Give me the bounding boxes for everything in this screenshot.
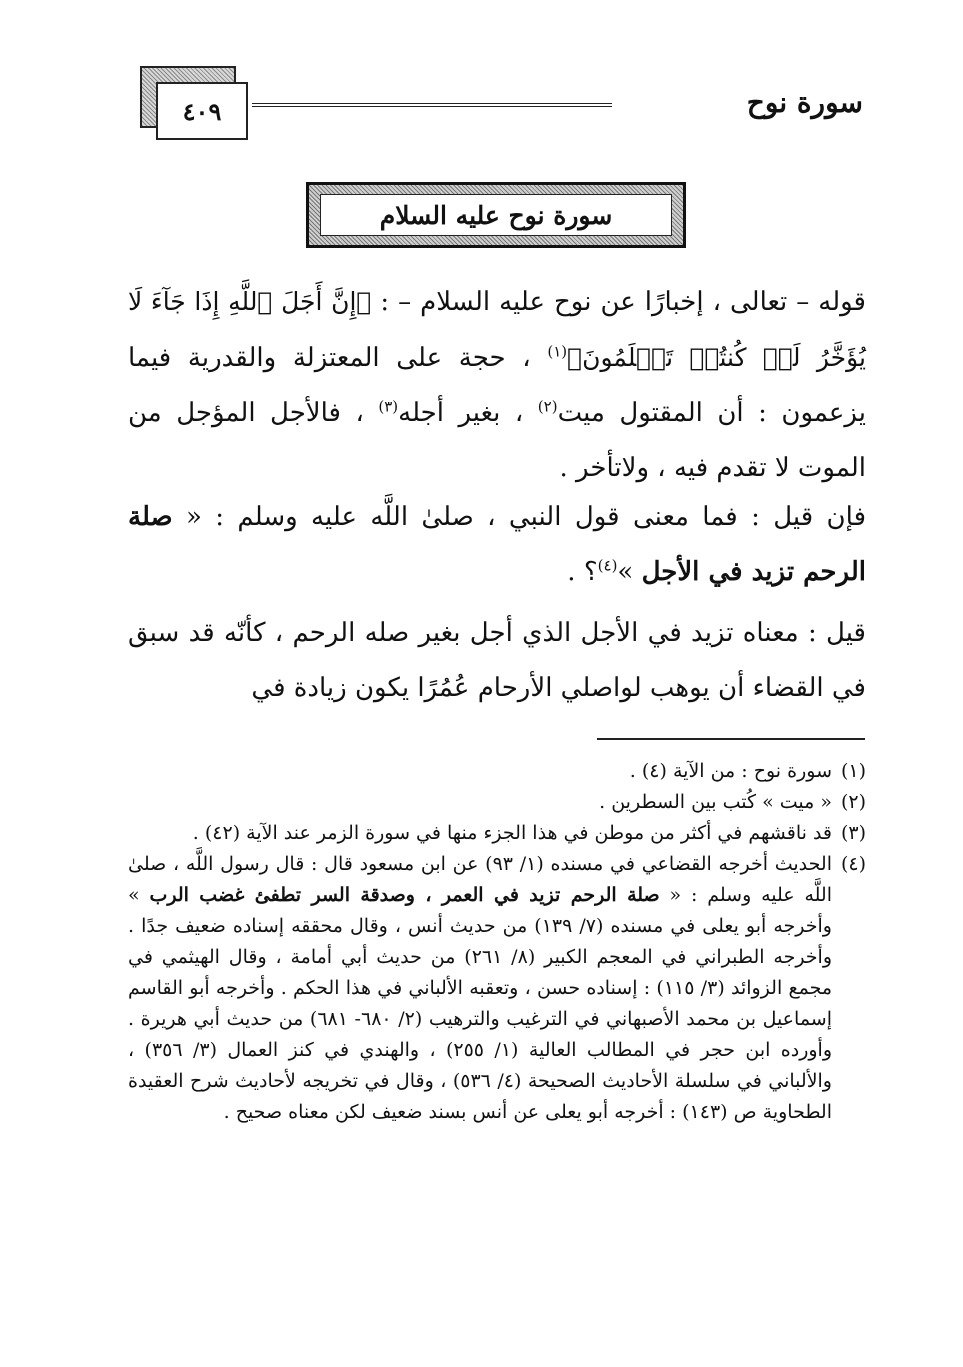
footnote-text: قد ناقشهم في أكثر من موطن في هذا الجزء منها في سورة الزمر عند الآية (٤٢) . [192,822,832,844]
paragraph-1-mid: ، حجة على المعتزلة والقدرية فيما يزعمون : أن المقتول ميت [128,343,867,428]
footnote-text-a: الحديث أخرجه القضاعي في مسنده (١/ ٩٣) عن ابن مسعود قال : قال رسول اللَّه ، صلىٰ اللَّه عليه وسلم : « [128,853,832,906]
footnote-text: سورة نوح : من الآية (٤) . [629,760,832,782]
header-rule [252,103,612,107]
paragraph-2-close: » [617,557,642,587]
footnote-number: (٢) [840,791,866,813]
footnotes [128,756,866,1128]
footnote-item [128,849,866,1128]
page-number-frame [140,66,236,128]
paragraph-1-mid2: ، بغير أجله [398,398,538,428]
paragraph-1-rest: ، فالأجل المؤجل من الموت لا تقدم فيه ، ولاتأخر . [128,398,866,483]
paragraph-1 [128,274,866,496]
footnote-item [128,756,866,787]
paragraph-2 [128,490,866,600]
footnote-number: (٣) [840,822,866,844]
footnote-number: (١) [840,760,866,782]
footnote-ref-3[interactable]: (٣) [378,397,399,416]
paragraph-2-end: ؟ . [567,557,598,587]
page-number: ٤٠٩ [156,82,248,140]
quran-verse: ﴿إِنَّ أَجَلَ ٱللَّهِ إِذَا جَآءَ لَا يُؤَخَّرُ لَوۡ كُنتُمۡ تَعۡلَمُونَ﴾ [128,287,866,372]
footnote-ref-2[interactable]: (٢) [537,397,558,416]
footnote-item [128,818,866,849]
chapter-title-frame [306,182,686,248]
footnote-text: « ميت » كُتب بين السطرين . [599,791,832,813]
footnote-text-b: » وأخرجه أبو يعلى في مسنده (٧/ ١٣٩) من حديث أنس ، وقال محققه إسناده ضعيف جدًا . وأخرجه الطبراني في المعجم الكبير (٨/ ٢٦١) من حديث أبي أمامة ، وقال الهيثمي في مجمع الزوائد (٣/ ١١٥) : إسناده حسن ، وتعقبه الألباني في هذا الحكم . وأخرجه أبو القاسم إسماعيل بن محمد الأصبهاني في الترغيب والترهيب (٢/ ٦٨٠- ٦٨١) من حديث أبي هريرة . وأورده ابن حجر في المطالب العالية (١/ ٢٥٥) ، والهندي في كنز العمال (٣/ ٣٥٦) ، والألباني في سلسلة الأحاديث الصحيحة (٤/ ٥٣٦) ، وقال في تخريجه لأحاديث شرح العقيدة الطحاوية ص (١٤٣) : أخرجه أبو يعلى عن أنس بسند ضعيف لكن معناه صحيح . [128,884,833,1123]
paragraph-3: قيل : معناه تزيد في الأجل الذي أجل بغير صله الرحم ، كأنّه قد سبق في القضاء أن يوهب لواصلي الأرحام عُمُرًا يكون زيادة في [128,618,866,703]
footnote-separator [597,738,865,740]
footnote-ref-4[interactable]: (٤) [597,556,618,575]
running-head: سورة نوح [746,86,863,119]
hadith-text: صلة الرحم تزيد في الأجل [128,502,866,587]
footnote-hadith: صلة الرحم تزيد في العمر ، وصدقة السر تطفئ غضب الرب [149,884,660,906]
paragraph-2-text: فإن قيل : فما معنى قول النبي ، صلىٰ اللَّه عليه وسلم : « [172,502,866,532]
footnote-text [128,849,832,1128]
footnote-item [128,787,866,818]
footnote-number: (٤) [840,853,866,875]
chapter-title: سورة نوح عليه السلام [320,194,672,236]
footnote-ref-1[interactable]: (١) [547,342,568,361]
paragraph-1-intro: قوله – تعالى ، إخبارًا عن نوح عليه السلام – : [371,287,866,317]
